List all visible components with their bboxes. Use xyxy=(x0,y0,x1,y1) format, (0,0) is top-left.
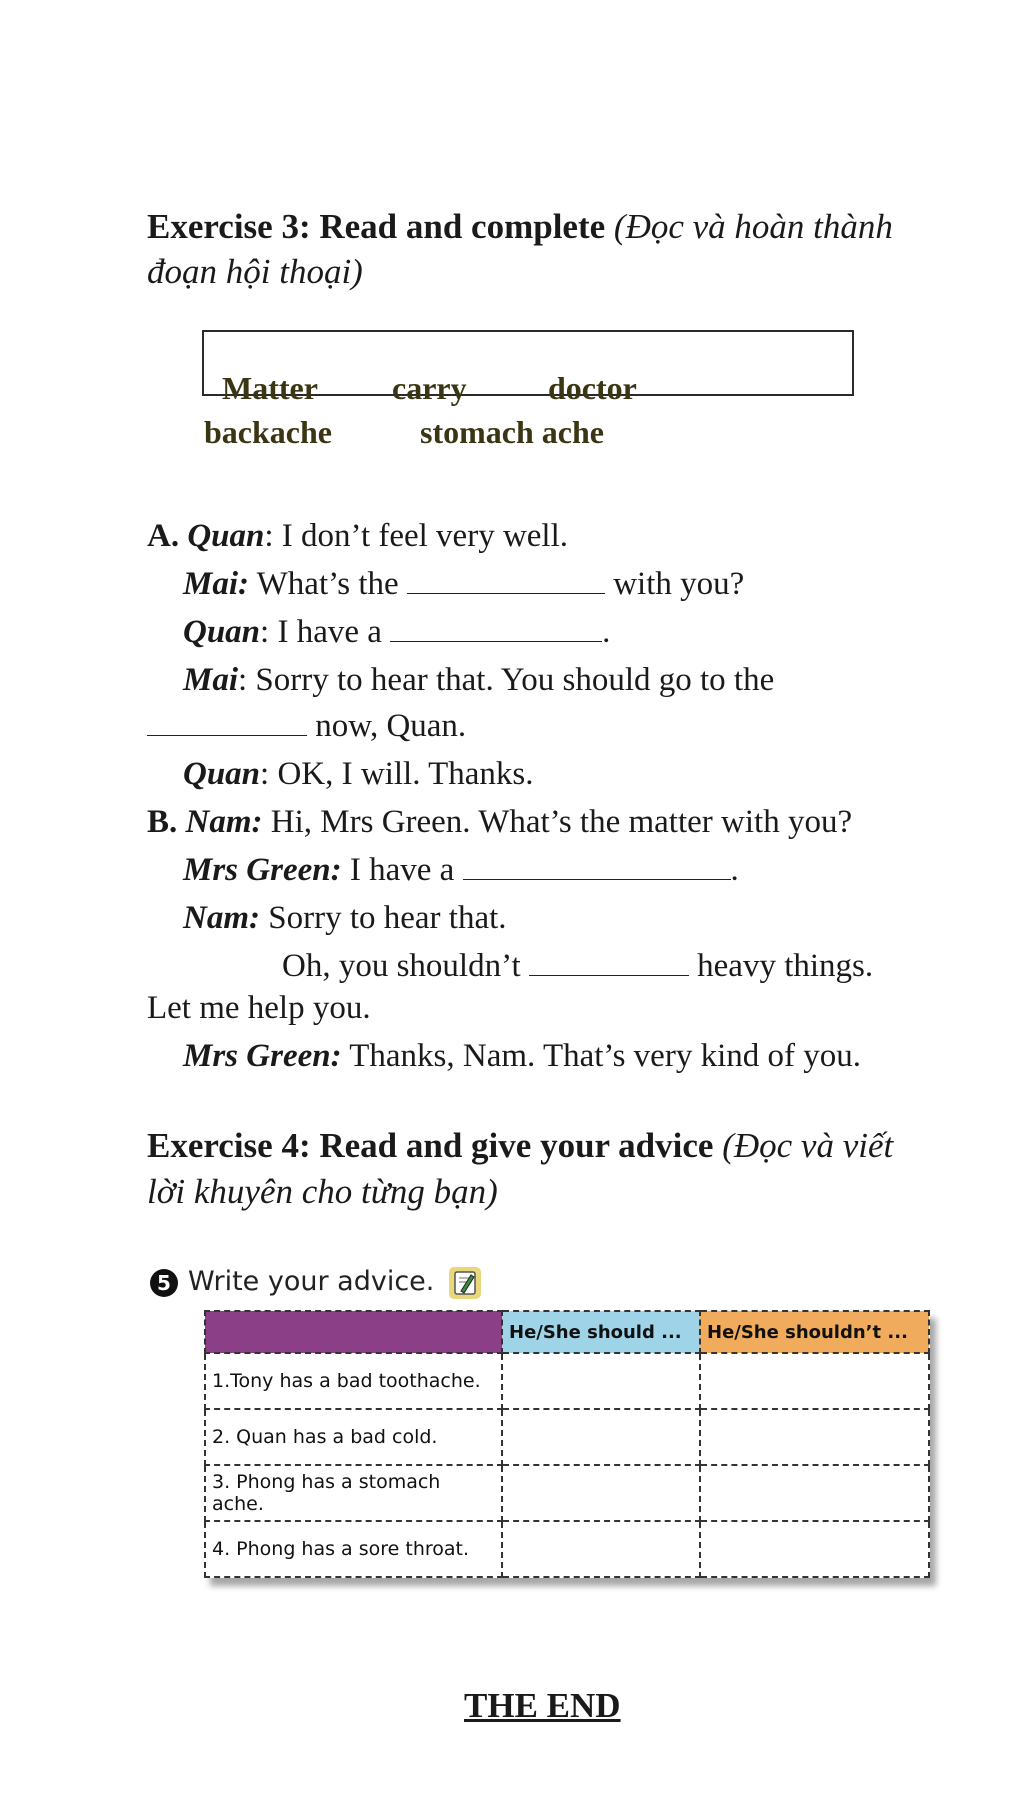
word-backache: backache xyxy=(204,414,332,450)
word-carry: carry xyxy=(392,370,467,406)
dialogue-a-line1: A. Quan: I don’t feel very well. xyxy=(147,518,569,554)
word-stomach-ache: stomach ache xyxy=(420,414,604,450)
table-row xyxy=(205,1465,929,1521)
word-matter: Matter xyxy=(222,370,318,406)
advice-heading xyxy=(150,1266,481,1299)
row-prompt: 4. Phong has a sore throat. xyxy=(205,1521,502,1577)
row-prompt: 2. Quan has a bad cold. xyxy=(205,1409,502,1465)
answer-blank-3[interactable] xyxy=(147,734,307,736)
exercise3-title-cont: đoạn hội thoại) xyxy=(147,252,363,291)
answer-cell-shouldnt[interactable] xyxy=(700,1521,929,1577)
header-shouldnt: He/She shouldn’t ... xyxy=(700,1311,929,1353)
answer-cell-shouldnt[interactable] xyxy=(700,1465,929,1521)
step-number-badge: 5 xyxy=(150,1269,178,1297)
dialogue-a-line4: Mai: Sorry to hear that. You should go to the xyxy=(183,662,775,698)
exercise4-title-cont: lời khuyên cho từng bạn) xyxy=(147,1172,498,1211)
pencil-icon xyxy=(449,1267,481,1299)
answer-blank-4[interactable] xyxy=(463,878,731,880)
answer-blank-5[interactable] xyxy=(529,974,689,976)
answer-cell-shouldnt[interactable] xyxy=(700,1409,929,1465)
dialogue-a-line5: now, Quan. xyxy=(147,706,466,746)
answer-cell-should[interactable] xyxy=(502,1409,700,1465)
dialogue-b-line5: Let me help you. xyxy=(147,990,371,1026)
answer-blank-2[interactable] xyxy=(390,640,602,642)
table-row xyxy=(205,1409,929,1465)
exercise4-title: Exercise 4: Read and give your advice (Đọc và viết xyxy=(147,1126,894,1165)
advice-table xyxy=(204,1310,930,1578)
row-prompt: 1.Tony has a bad toothache. xyxy=(205,1353,502,1409)
dialogue-b-line4: Oh, you shouldn’t heavy things. xyxy=(282,948,874,984)
advice-table-header xyxy=(205,1311,929,1353)
the-end: THE END xyxy=(464,1686,621,1725)
dialogue-b-line3: Nam: Sorry to hear that. xyxy=(183,900,507,936)
word-doctor: doctor xyxy=(548,370,637,406)
dialogue-b-line6: Mrs Green: Thanks, Nam. That’s very kind of you. xyxy=(183,1038,861,1074)
dialogue-b-line2: Mrs Green: I have a . xyxy=(183,852,739,888)
table-row xyxy=(205,1521,929,1577)
dialogue-a-line2: Mai: What’s the with you? xyxy=(183,566,745,602)
answer-blank-1[interactable] xyxy=(407,592,605,594)
exercise3-title: Exercise 3: Read and complete (Đọc và hoàn thành xyxy=(147,207,893,246)
dialogue-a-line3: Quan: I have a . xyxy=(183,614,611,650)
advice-title: Write your advice. xyxy=(188,1266,435,1297)
answer-cell-should[interactable] xyxy=(502,1353,700,1409)
answer-cell-should[interactable] xyxy=(502,1521,700,1577)
header-empty-cell xyxy=(205,1311,502,1353)
header-should: He/She should ... xyxy=(502,1311,700,1353)
answer-cell-shouldnt[interactable] xyxy=(700,1353,929,1409)
answer-cell-should[interactable] xyxy=(502,1465,700,1521)
row-prompt: 3. Phong has a stomach ache. xyxy=(205,1465,502,1521)
dialogue-b-line1: B. Nam: Hi, Mrs Green. What’s the matter with you? xyxy=(147,804,853,840)
table-row xyxy=(205,1353,929,1409)
dialogue-a-line6: Quan: OK, I will. Thanks. xyxy=(183,756,534,792)
